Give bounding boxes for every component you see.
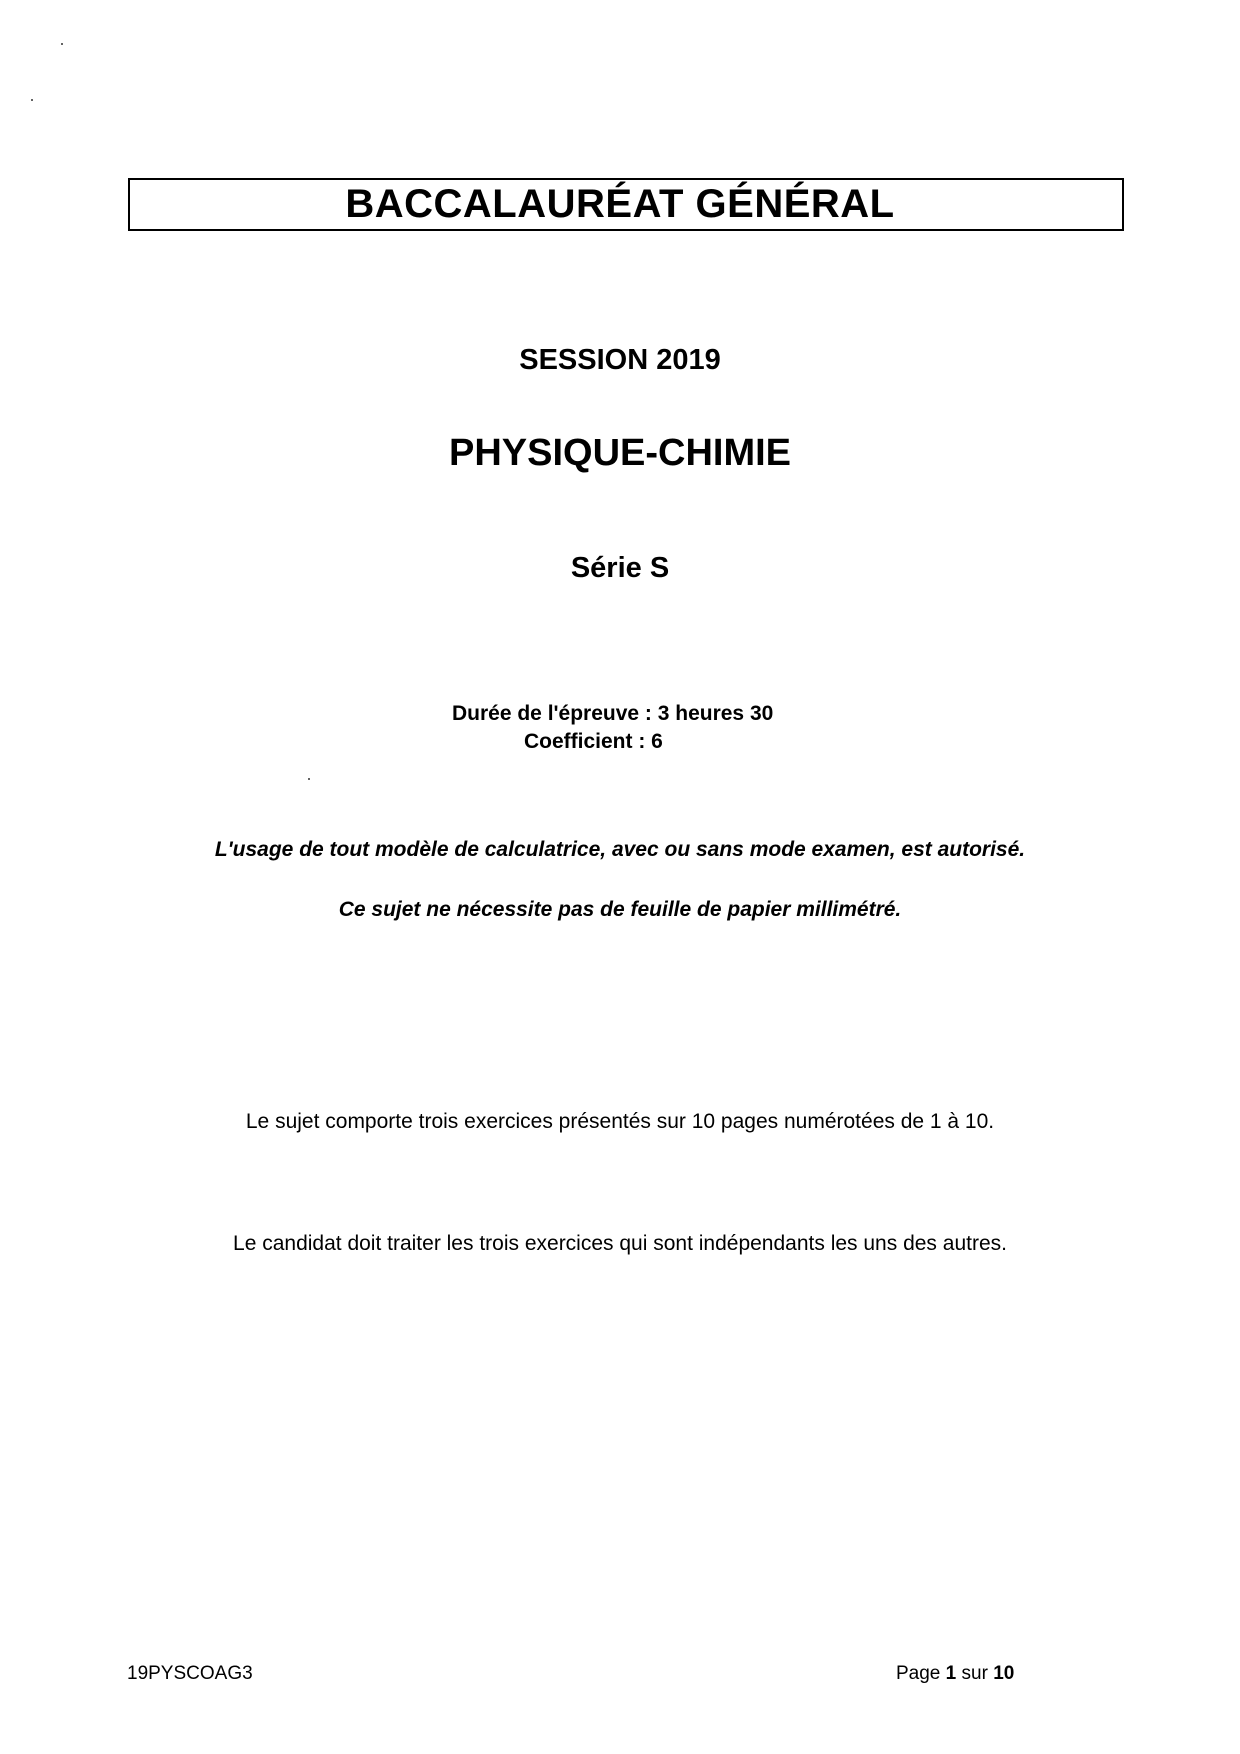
coefficient-text: Coefficient : 6 [524, 730, 663, 753]
page-separator: sur [956, 1663, 994, 1684]
serie-label: Série S [570, 552, 670, 584]
calculator-note: L'usage de tout modèle de calculatrice, avec ou sans mode examen, est autorisé. [214, 838, 1026, 861]
subject-code: 19PYSCOAG3 [127, 1663, 253, 1684]
page-title: BACCALAURÉAT GÉNÉRAL [345, 182, 895, 226]
page-total: 10 [993, 1663, 1015, 1684]
duration-text: Durée de l'épreuve : 3 heures 30 [452, 702, 774, 725]
page-current: 1 [945, 1663, 957, 1684]
page-number [896, 1663, 1014, 1685]
session-label: SESSION 2019 [519, 344, 721, 376]
subject-title: PHYSIQUE-CHIMIE [448, 432, 792, 474]
candidate-instructions: Le candidat doit traiter les trois exercices qui sont indépendants les uns des autres. [233, 1232, 1007, 1255]
pages-info: Le sujet comporte trois exercices présentés sur 10 pages numérotées de 1 à 10. [245, 1110, 995, 1133]
paper-note: Ce sujet ne nécessite pas de feuille de papier millimétré. [338, 898, 902, 921]
scan-speck [308, 778, 310, 780]
scan-speck [61, 43, 63, 45]
scan-speck [31, 99, 33, 101]
page-prefix: Page [896, 1663, 946, 1684]
